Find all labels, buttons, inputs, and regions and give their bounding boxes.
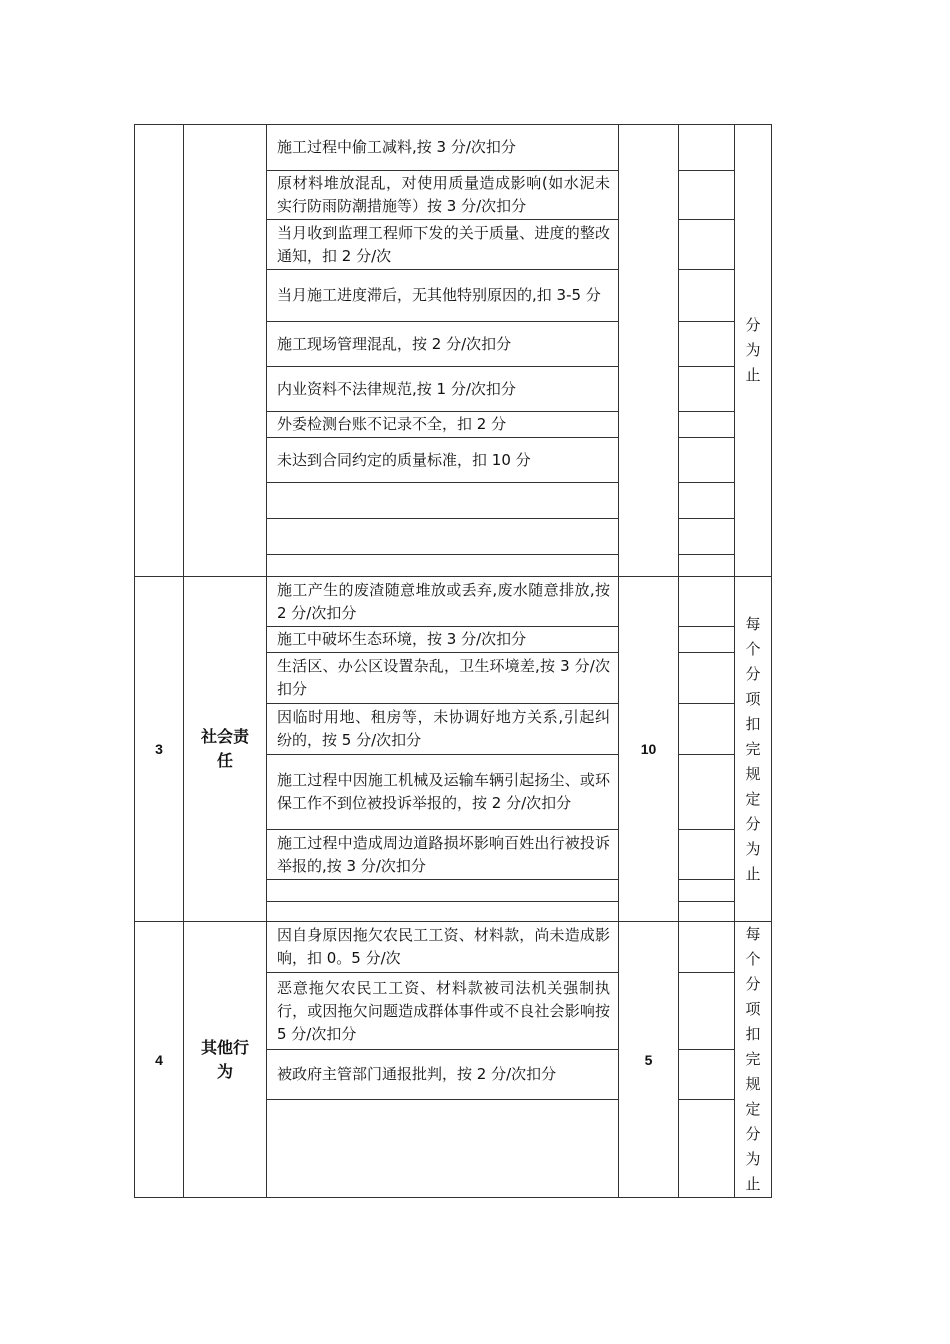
score-entry-cell[interactable] [678, 321, 735, 367]
criterion-item-text: 当月收到监理工程师下发的关于质量、进度的整改通知，扣 2 分/次 [277, 223, 610, 265]
criterion-empty [266, 901, 619, 922]
score-entry-cell[interactable] [678, 219, 735, 270]
criterion-item-text: 被政府主管部门通报批判，按 2 分/次扣分 [277, 1065, 557, 1083]
criterion-empty [266, 1099, 619, 1198]
criterion-item [266, 972, 619, 1050]
criterion-item-text: 内业资料不法律规范,按 1 分/次扣分 [277, 379, 516, 398]
score-entry-cell[interactable] [678, 879, 735, 902]
criterion-item [266, 626, 619, 653]
row-number-cell [134, 124, 184, 577]
category-cell [183, 921, 267, 1198]
row-number-cell-text: 3 [155, 741, 163, 757]
criterion-item-text: 因临时用地、租房等，未协调好地方关系,引起纠纷的，按 5 分/次扣分 [277, 708, 610, 749]
criterion-item-text: 施工现场管理混乱，按 2 分/次扣分 [277, 334, 512, 353]
score-entry-cell[interactable] [678, 901, 735, 922]
criterion-item-text: 施工过程中造成周边道路损坏影响百姓出行被投诉举报的,按 3 分/次扣分 [277, 833, 610, 875]
score-entry-cell[interactable] [678, 124, 735, 171]
criterion-item-text: 施工中破坏生态环境，按 3 分/次扣分 [277, 630, 527, 648]
score-entry-cell[interactable] [678, 1099, 735, 1198]
score-entry-cell[interactable] [678, 652, 735, 704]
category-cell-text: 社会责任 [200, 727, 249, 770]
criterion-item [266, 921, 619, 973]
score-entry-cell[interactable] [678, 972, 735, 1050]
score-entry-cell[interactable] [678, 829, 735, 880]
criterion-empty [266, 482, 619, 519]
total-score-cell [618, 576, 679, 922]
criterion-item-text: 外委检测台账不记录不全，扣 2 分 [277, 415, 507, 433]
score-entry-cell[interactable] [678, 437, 735, 483]
criterion-item [266, 652, 619, 704]
category-cell [183, 576, 267, 922]
criterion-item [266, 576, 619, 627]
score-entry-cell[interactable] [678, 170, 735, 220]
criterion-item-text: 恶意拖欠农民工工资、材料款被司法机关强制执行，或因拖欠问题造成群体事件或不良社会影响按 5 分/次扣分 [277, 978, 610, 1043]
criterion-item-text: 施工过程中因施工机械及运输车辆引起扬尘、或环保工作不到位被投诉举报的，按 2 分/次扣分 [277, 771, 610, 812]
criterion-item-text: 施工产生的废渣随意堆放或丢弃,废水随意排放,按 2 分/次扣分 [277, 580, 610, 622]
score-entry-cell[interactable] [678, 921, 735, 973]
criterion-item-text: 因自身原因拖欠农民工工资、材料款，尚未造成影响，扣 0。5 分/次 [277, 926, 610, 967]
total-score-cell [618, 124, 679, 577]
criterion-item [266, 124, 619, 171]
criterion-item [266, 170, 619, 220]
criterion-empty [266, 518, 619, 555]
score-entry-cell[interactable] [678, 703, 735, 755]
score-entry-cell[interactable] [678, 482, 735, 519]
category-cell [183, 124, 267, 577]
criterion-item-text: 施工过程中偷工减料,按 3 分/次扣分 [277, 138, 516, 156]
criterion-item [266, 829, 619, 880]
criterion-item [266, 703, 619, 755]
criterion-item-text: 未达到合同约定的质量标准，扣 10 分 [277, 450, 531, 469]
total-score-cell-text: 5 [644, 1051, 653, 1068]
criterion-empty [266, 879, 619, 902]
score-entry-cell[interactable] [678, 518, 735, 555]
remark-cell-text: 分为止 [745, 316, 761, 384]
score-entry-cell[interactable] [678, 1049, 735, 1100]
score-entry-cell[interactable] [678, 269, 735, 322]
criterion-item [266, 1049, 619, 1100]
row-number-cell-text: 4 [155, 1051, 163, 1068]
criterion-empty [266, 554, 619, 577]
score-entry-cell[interactable] [678, 626, 735, 653]
score-entry-cell[interactable] [678, 754, 735, 830]
category-cell-text: 其他行为 [200, 1037, 249, 1081]
criterion-item [266, 321, 619, 367]
criterion-item-text: 原材料堆放混乱，对使用质量造成影响(如水泥未实行防雨防潮措施等）按 3 分/次扣分 [277, 174, 610, 215]
remark-cell-text: 每个分项扣完规定分为止 [745, 925, 761, 1193]
total-score-cell [618, 921, 679, 1198]
criterion-item-text: 生活区、办公区设置杂乱，卫生环境差,按 3 分/次扣分 [277, 657, 610, 698]
remark-cell [734, 124, 772, 577]
criterion-item-text: 当月施工进度滞后，无其他特别原因的,扣 3-5 分 [277, 286, 601, 304]
score-entry-cell[interactable] [678, 554, 735, 577]
remark-cell [734, 576, 772, 922]
criterion-item [266, 366, 619, 412]
criterion-item [266, 269, 619, 322]
criterion-item [266, 437, 619, 483]
remark-cell-text: 每个分项扣完规定分为止 [745, 614, 761, 883]
criterion-item [266, 219, 619, 270]
score-entry-cell[interactable] [678, 576, 735, 627]
remark-cell [734, 921, 772, 1198]
row-number-cell [134, 576, 184, 922]
total-score-cell-text: 10 [640, 741, 657, 757]
row-number-cell [134, 921, 184, 1198]
criterion-item [266, 411, 619, 438]
score-entry-cell[interactable] [678, 366, 735, 412]
criterion-item [266, 754, 619, 830]
score-entry-cell[interactable] [678, 411, 735, 438]
